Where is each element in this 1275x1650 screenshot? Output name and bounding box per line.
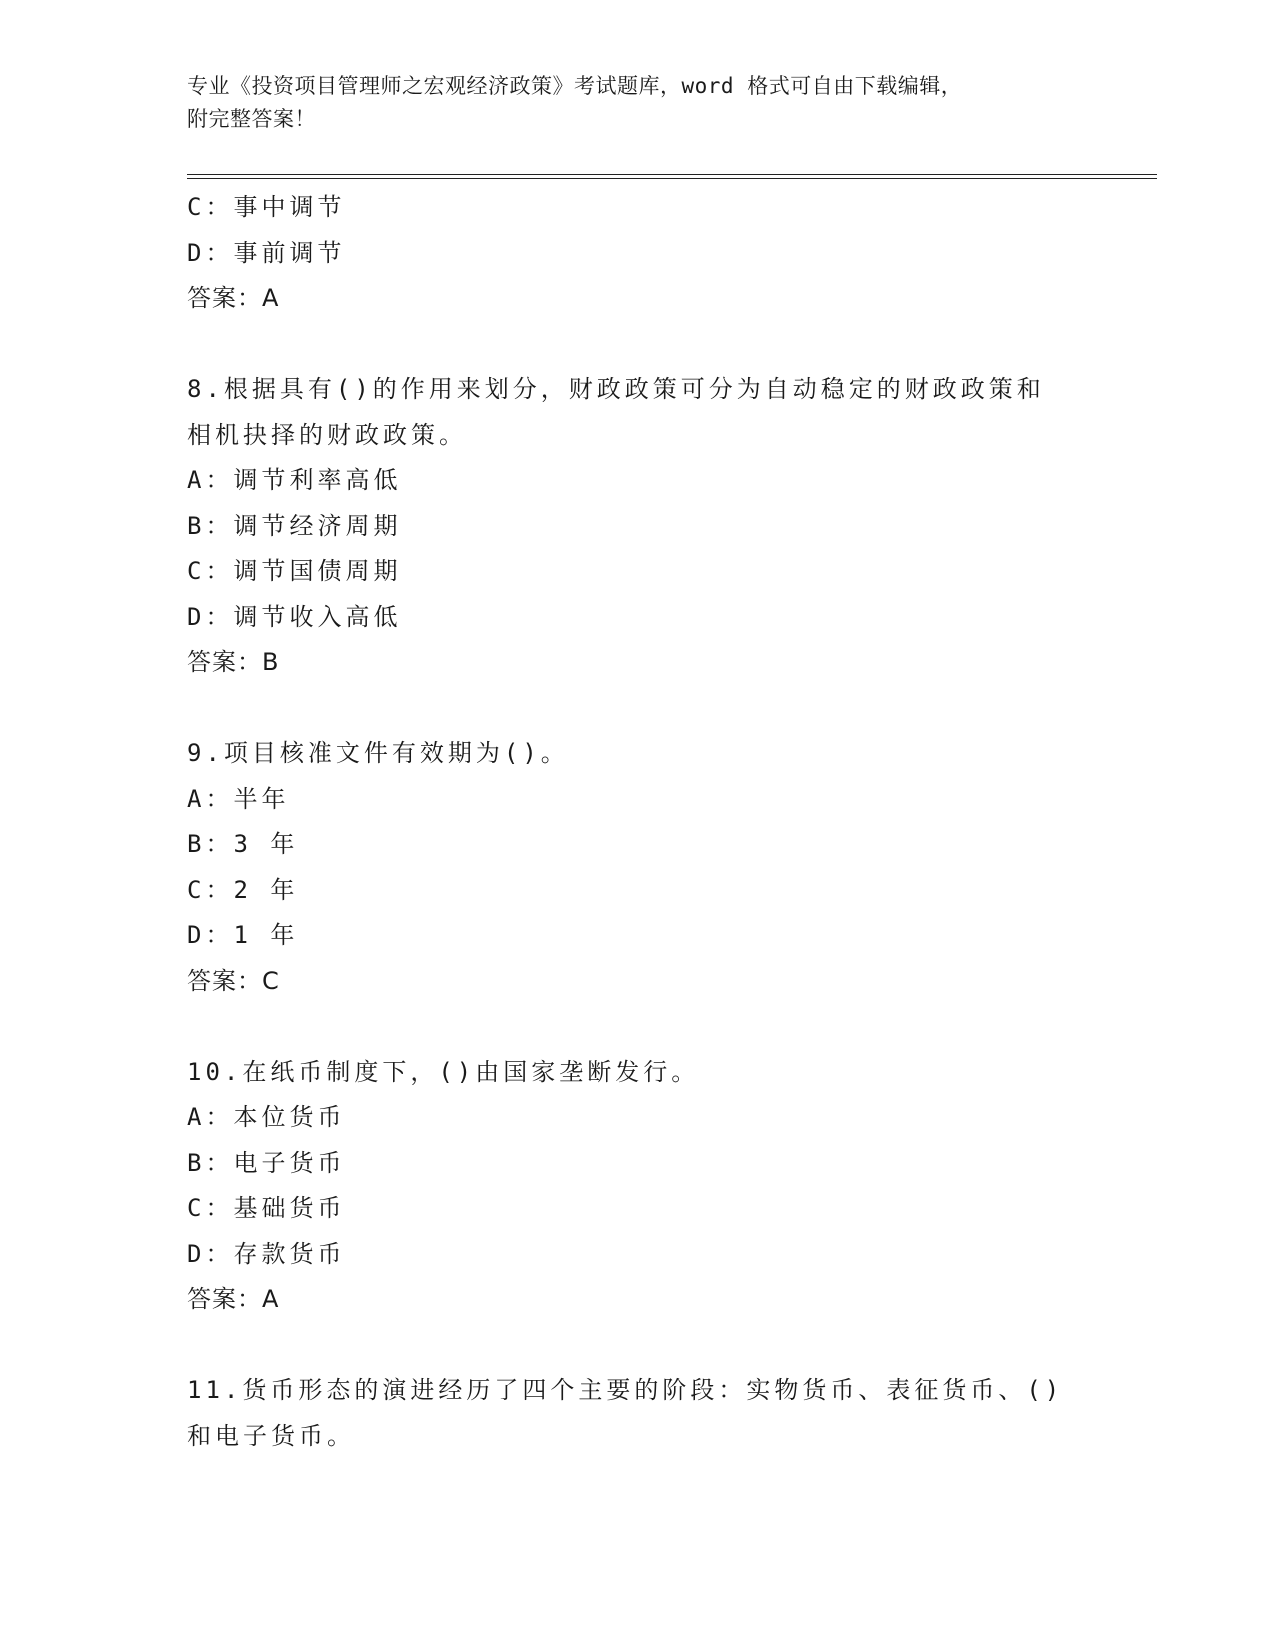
question-list — [187, 185, 1157, 1459]
q9-option-c: C：2 年 — [187, 875, 299, 904]
q8-option-b: B：调节经济周期 — [187, 511, 402, 540]
q9-option-b: B：3 年 — [187, 830, 299, 858]
q8-stem-line2: 相机抉择的财政政策。 — [187, 420, 467, 449]
header-divider — [187, 174, 1157, 179]
q9-option-a: A：半年 — [187, 784, 290, 813]
q9-answer: 答案：C — [187, 966, 280, 995]
q10-option-c: C：基础货币 — [187, 1194, 346, 1222]
q7-answer: 答案：A — [187, 284, 280, 312]
q10-option-d: D：存款货币 — [187, 1239, 346, 1268]
document-header-line2: 附完整答案！ — [187, 107, 316, 131]
q9-stem-line1: 9.项目核准文件有效期为()。 — [187, 739, 569, 767]
question-11 — [187, 1368, 1157, 1459]
question-7-tail — [187, 185, 1157, 322]
document-header-line1: 专业《投资项目管理师之宏观经济政策》考试题库，word 格式可自由下载编辑， — [187, 74, 963, 98]
q11-stem-line1: 11.货币形态的演进经历了四个主要的阶段：实物货币、表征货币、() — [187, 1376, 1064, 1404]
q11-stem-line2: 和电子货币。 — [187, 1421, 355, 1450]
q7-option-c: C：事中调节 — [187, 193, 346, 221]
q8-stem-line1: 8.根据具有()的作用来划分，财政政策可分为自动稳定的财政政策和 — [187, 375, 1045, 403]
question-10 — [187, 1050, 1157, 1323]
q10-option-a: A：本位货币 — [187, 1103, 346, 1131]
spacer — [187, 1323, 1157, 1369]
q8-answer: 答案：B — [187, 648, 280, 676]
q10-stem-line1: 10.在纸币制度下，()由国家垄断发行。 — [187, 1057, 700, 1086]
spacer — [187, 1004, 1157, 1050]
q8-option-c: C：调节国债周期 — [187, 557, 402, 585]
q9-option-d: D：1 年 — [187, 921, 299, 949]
question-9 — [187, 731, 1157, 1004]
spacer — [187, 686, 1157, 732]
q10-option-b: B：电子货币 — [187, 1148, 346, 1177]
question-8 — [187, 367, 1157, 686]
q8-option-d: D：调节收入高低 — [187, 602, 402, 631]
q10-answer: 答案：A — [187, 1285, 280, 1313]
q7-option-d: D：事前调节 — [187, 238, 346, 267]
document-page — [187, 70, 1157, 1459]
q8-option-a: A：调节利率高低 — [187, 466, 402, 494]
spacer — [187, 322, 1157, 368]
